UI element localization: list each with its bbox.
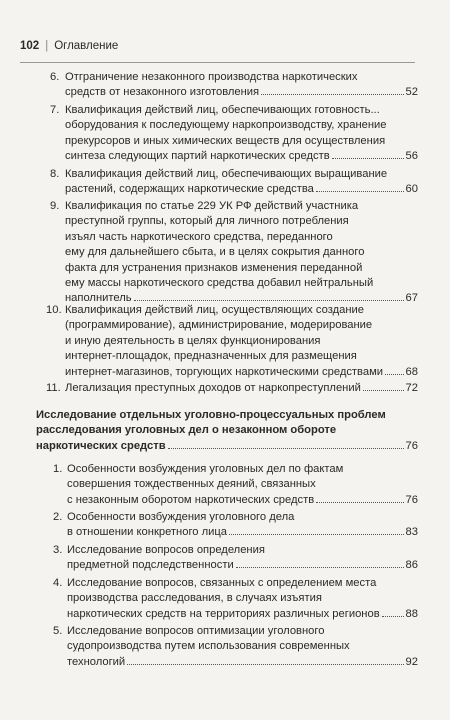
- dot-leader: [229, 534, 404, 535]
- toc-entry-line: интернет-площадок, предназначенных для размещения: [65, 350, 357, 363]
- toc-page-number: 76: [405, 493, 418, 506]
- toc-entry-line: Квалификация действий лиц, осуществляющих создание: [65, 304, 364, 316]
- toc-entry-line: Квалификация действий лиц, обеспечивающих готовность...: [65, 104, 380, 116]
- toc-entry-line: Легализация преступных доходов от наркопреступлений: [65, 382, 361, 394]
- toc-page-number: 92: [405, 655, 418, 668]
- toc-entry-last-line: [67, 655, 418, 670]
- dot-leader: [385, 374, 404, 375]
- toc-page-number: 83: [405, 526, 418, 539]
- toc-entry-line: Исследование отдельных уголовно-процессуальных проблем: [36, 409, 386, 421]
- dot-leader: [382, 616, 404, 617]
- toc-entry-number: 3.: [53, 544, 63, 556]
- toc-entry-line: наполнитель: [65, 292, 132, 305]
- toc-entry-line: в отношении конкретного лица: [67, 526, 228, 539]
- dot-leader: [236, 567, 404, 568]
- toc-entry-last-line: [67, 525, 418, 540]
- toc-entry-line: Квалификация по статье 229 УК РФ действий участника: [65, 200, 359, 212]
- toc-entry-last-line: [67, 558, 418, 573]
- toc-entry-line: оборудования к последующему наркопроизводству, хранение: [65, 119, 387, 132]
- toc-entry-number: 9.: [50, 200, 60, 212]
- toc-entry-line: факта для устранения признаков изменения переданной: [65, 261, 363, 274]
- dot-leader: [316, 191, 404, 192]
- toc-entry-number: 6.: [50, 71, 60, 83]
- toc-entry-last-line: [36, 439, 418, 454]
- toc-entry-line: преступной группы, который для личного потребления: [65, 215, 349, 228]
- dot-leader: [316, 502, 403, 503]
- toc-entry-line: прекурсоров и иных химических веществ для осуществления: [65, 134, 386, 147]
- toc-page-number: 68: [405, 365, 418, 378]
- toc-entry-line: изъял часть наркотического средства, переданного: [65, 230, 333, 243]
- toc-entry-line: Исследование вопросов определения: [67, 544, 265, 556]
- toc-entry-last-line: [65, 149, 418, 164]
- toc-entry-number: 8.: [50, 168, 60, 180]
- running-header: [20, 40, 415, 63]
- toc-entry-number: 7.: [50, 104, 60, 116]
- dot-leader: [134, 300, 404, 301]
- toc-page-number: 86: [405, 559, 418, 572]
- toc-entry-line: (программирование), администрирование, модерирование: [65, 319, 373, 332]
- toc-entry-number: 2.: [53, 511, 63, 523]
- dot-leader: [127, 664, 403, 665]
- toc-entry-last-line: [67, 607, 418, 622]
- toc-entry-line: Исследование вопросов, связанных с определением места: [67, 577, 377, 589]
- toc-entry-line: ему массы наркотического средства добавил нейтральный: [65, 277, 374, 290]
- header-separator: |: [45, 40, 49, 52]
- toc-entry-line: интернет-магазинов, торгующих наркотическими средствами: [65, 365, 384, 378]
- toc-entry-number: 11.: [46, 382, 61, 394]
- toc-page-number: 67: [405, 292, 418, 305]
- toc-entry-last-line: [65, 182, 418, 197]
- toc-page-number: 60: [405, 183, 418, 196]
- toc-entry-number: 10.: [46, 304, 62, 316]
- toc-entry-last-line: [65, 85, 418, 100]
- toc-entry-line: с незаконным оборотом наркотических средств: [67, 493, 315, 506]
- toc-entry-line: расследования уголовных дел о незаконном обороте: [36, 424, 337, 437]
- dot-leader: [332, 158, 404, 159]
- dot-leader: [261, 94, 403, 95]
- toc-entry-number: 4.: [53, 577, 63, 589]
- toc-entry-line: средств от незаконного изготовления: [65, 86, 260, 99]
- toc-entry-line: Особенности возбуждения уголовного дела: [67, 511, 295, 523]
- toc-entry-number: 1.: [53, 463, 63, 475]
- toc-entry-line: Исследование вопросов оптимизации уголовного: [67, 625, 325, 637]
- toc-page-number: 52: [405, 86, 418, 99]
- toc-entry-line: синтеза следующих партий наркотических средств: [65, 150, 330, 163]
- toc-page-number: 56: [405, 150, 418, 163]
- header-title: Оглавление: [54, 40, 119, 52]
- dot-leader: [168, 448, 404, 449]
- toc-entry-number: 5.: [53, 625, 63, 637]
- toc-entry-last-line: [65, 365, 418, 380]
- toc-entry-line: ему для дальнейшего сбыта, и в целях сокрытия данного: [65, 246, 365, 259]
- toc-page-number: 72: [405, 382, 418, 394]
- toc-page-number: 76: [405, 439, 418, 452]
- toc-entry-last-line: [67, 493, 418, 508]
- toc-entry-line: Особенности возбуждения уголовных дел по фактам: [67, 463, 344, 475]
- header-page-number: 102: [20, 40, 40, 52]
- toc-entry-line: совершения тождественных деяний, связанных: [67, 478, 316, 491]
- toc-entry-line: судопроизводства путем использования современных: [67, 640, 350, 653]
- toc-entry-line: Квалификация действий лиц, обеспечивающих выращивание: [65, 168, 388, 180]
- toc-page-number: 88: [405, 607, 418, 620]
- toc-entry-line: наркотических средств: [36, 439, 166, 452]
- toc-entry-last-line: [65, 381, 418, 396]
- toc-entry-line: и иную деятельность в целях функционирования: [65, 334, 321, 347]
- toc-entry-line: наркотических средств на территориях различных регионов: [67, 607, 380, 620]
- dot-leader: [363, 390, 404, 391]
- toc-entry-line: технологий: [67, 655, 126, 668]
- toc-entry-line: Отграничение незаконного производства наркотических: [65, 71, 358, 83]
- toc-entry-line: производства расследования, в случаях изъятия: [67, 592, 322, 605]
- toc-entry-line: растений, содержащих наркотические средства: [65, 183, 314, 196]
- toc-entry-line: предметной подследственности: [67, 559, 234, 572]
